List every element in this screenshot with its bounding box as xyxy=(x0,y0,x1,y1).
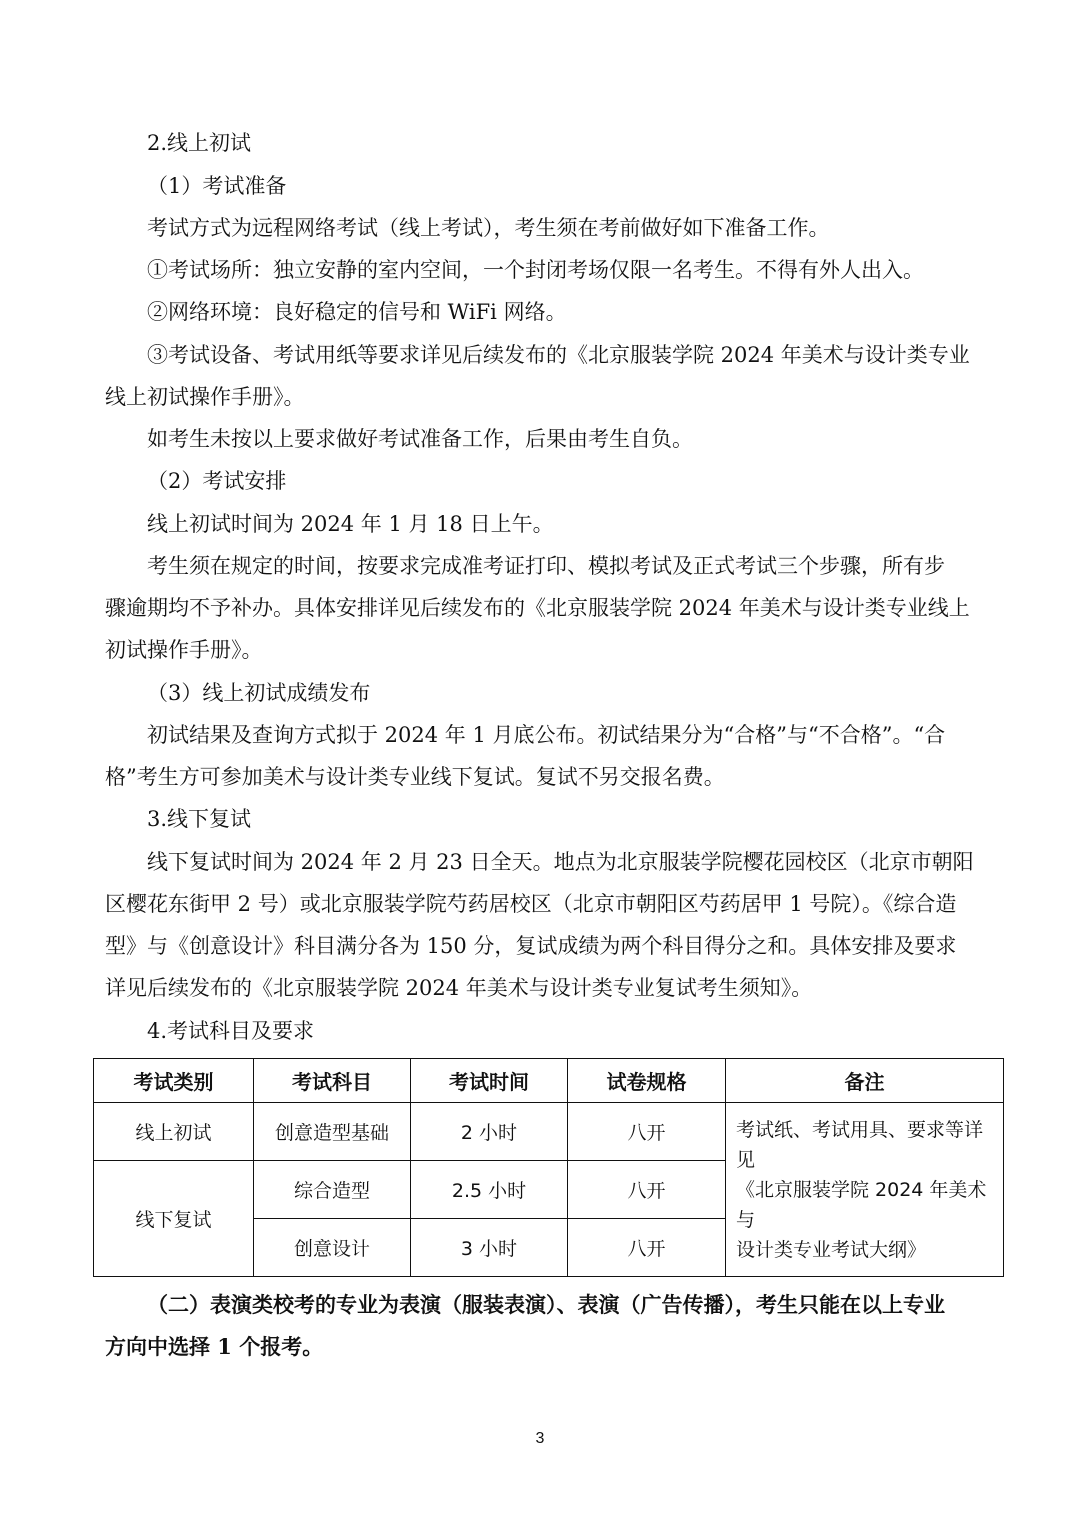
paragraph-line: ①考试场所：独立安静的室内空间，一个封闭考场仅限一名考生。不得有外人出入。 xyxy=(147,258,924,282)
section-heading: 4.考试科目及要求 xyxy=(147,1019,315,1043)
performance-section-line: 方向中选择 1 个报考。 xyxy=(105,1334,324,1359)
exam-subjects-table xyxy=(93,1058,1004,1277)
paragraph-line: 初试操作手册》。 xyxy=(105,638,263,662)
paragraph-line: 考试方式为远程网络考试（线上考试），考生须在考前做好如下准备工作。 xyxy=(147,216,830,240)
paragraph-line: 初试结果及查询方式拟于 2024 年 1 月底公布。初试结果分为“合格”与“不合格”。“合 xyxy=(147,723,946,747)
category-cell: 线上初试 xyxy=(94,1103,254,1161)
paragraph-line: ②网络环境：良好稳定的信号和 WiFi 网络。 xyxy=(147,300,567,324)
paragraph-line: 线下复试时间为 2024 年 2 月 23 日全天。地点为北京服装学院樱花园校区（北京市朝阳 xyxy=(147,850,974,874)
format-cell: 八开 xyxy=(568,1103,726,1161)
paragraph-line: 考生须在规定的时间，按要求完成准考证打印、模拟考试及正式考试三个步骤，所有步 xyxy=(147,554,945,578)
table-row xyxy=(94,1103,1004,1161)
paragraph-line: 线上初试操作手册》。 xyxy=(105,385,305,409)
paragraph-line: 型》与《创意设计》科目满分各为 150 分，复试成绩为两个科目得分之和。具体安排及要求 xyxy=(105,934,957,958)
paragraph-line: 线上初试时间为 2024 年 1 月 18 日上午。 xyxy=(147,512,554,536)
format-cell: 八开 xyxy=(568,1161,726,1219)
format-cell: 八开 xyxy=(568,1219,726,1277)
category-cell: 线下复试 xyxy=(94,1161,254,1277)
subject-cell: 创意设计 xyxy=(254,1219,411,1277)
paragraph-line: 骤逾期均不予补办。具体安排详见后续发布的《北京服装学院 2024 年美术与设计类专业线上 xyxy=(105,596,970,620)
section-heading: 3.线下复试 xyxy=(147,807,252,831)
time-cell: 2 小时 xyxy=(411,1103,568,1161)
paragraph-line: 如考生未按以上要求做好考试准备工作，后果由考生自负。 xyxy=(147,427,693,451)
time-cell: 3 小时 xyxy=(411,1219,568,1277)
subsection-heading: （2）考试安排 xyxy=(147,469,287,493)
header-subject: 考试科目 xyxy=(254,1059,411,1103)
page-number: 3 xyxy=(535,1430,545,1447)
subject-cell: 创意造型基础 xyxy=(254,1103,411,1161)
performance-section-heading: （二）表演类校考的专业为表演（服装表演）、表演（广告传播），考生只能在以上专业 xyxy=(147,1292,945,1317)
subsection-heading: （3）线上初试成绩发布 xyxy=(147,681,371,705)
header-note: 备注 xyxy=(726,1059,1004,1103)
paragraph-line: ③考试设备、考试用纸等要求详见后续发布的《北京服装学院 2024 年美术与设计类专业 xyxy=(147,343,970,367)
header-format: 试卷规格 xyxy=(568,1059,726,1103)
header-time: 考试时间 xyxy=(411,1059,568,1103)
section-heading: 2.线上初试 xyxy=(147,131,252,155)
table-header-row xyxy=(94,1059,1004,1103)
subject-cell: 综合造型 xyxy=(254,1161,411,1219)
paragraph-line: 格”考生方可参加美术与设计类专业线下复试。复试不另交报名费。 xyxy=(105,765,725,789)
note-line: 考试纸、考试用具、要求等详见 xyxy=(736,1118,984,1171)
header-category: 考试类别 xyxy=(94,1059,254,1103)
subsection-heading: （1）考试准备 xyxy=(147,174,287,198)
note-line: 设计类专业考试大纲》 xyxy=(736,1238,927,1261)
time-cell: 2.5 小时 xyxy=(411,1161,568,1219)
note-line: 《北京服装学院 2024 年美术与 xyxy=(736,1178,987,1231)
paragraph-line: 详见后续发布的《北京服装学院 2024 年美术与设计类专业复试考生须知》。 xyxy=(105,976,813,1000)
paragraph-line: 区樱花东街甲 2 号）或北京服装学院芍药居校区（北京市朝阳区芍药居甲 1 号院）。《综合造 xyxy=(105,892,957,916)
note-cell xyxy=(726,1103,1004,1277)
